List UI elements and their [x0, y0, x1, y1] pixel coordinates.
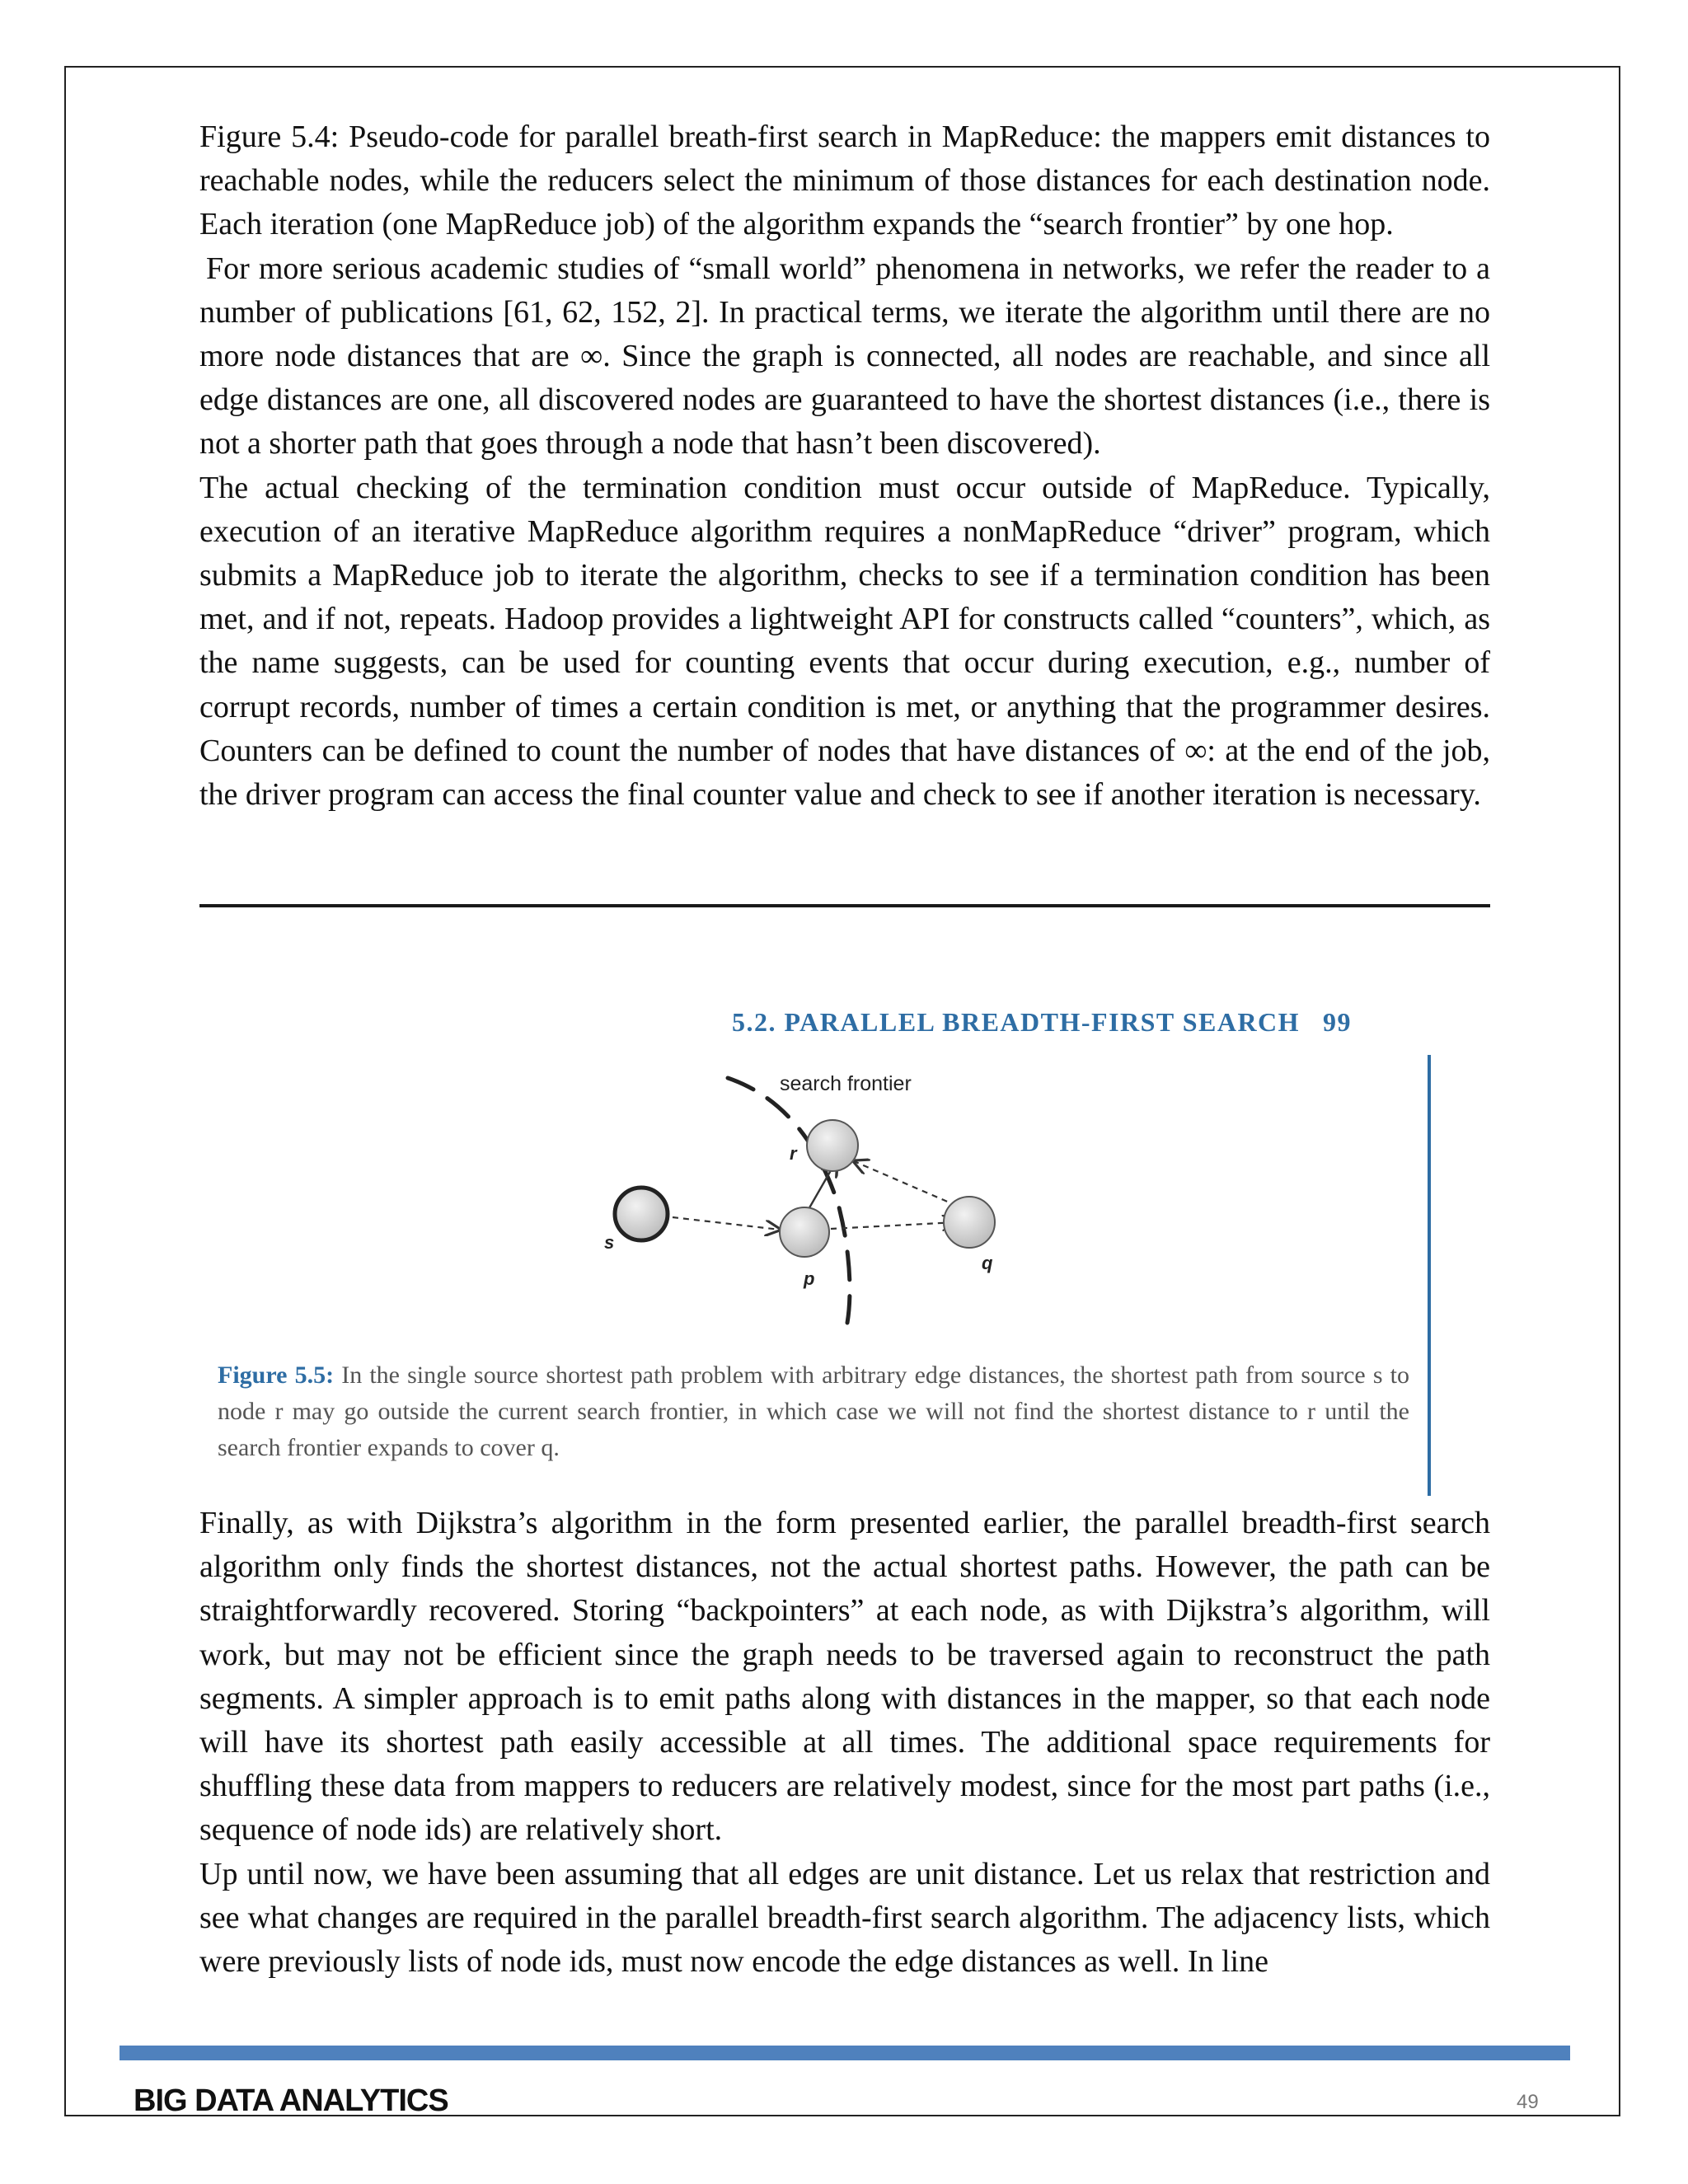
node-s	[615, 1188, 668, 1240]
backpointers-paragraph: Finally, as with Dijkstra’s algorithm in the form presented earlier, the parallel breadth-first search algorithm only finds the shortest distances, not the actual shortest paths. However, the path can be straightforwardly recovered. Storing “backpointers” at each node, as with Dijkstra’s algorithm, will work, but may not be efficient since the graph needs to be traversed again to reconstruct the path segments. A simpler approach is to emit paths along with distances in the mapper, so that each node will have its shortest path easily accessible at all times. The additional space requirements for shuffling these data from mappers to reducers are relatively modest, since for the most part paths (i.e., sequence of node ids) are relatively short.	[199, 1506, 1490, 1848]
page-number: 49	[1517, 2091, 1539, 2113]
node-label-q: q	[982, 1253, 993, 1273]
edge-s-to-p	[673, 1217, 780, 1230]
graph-diagram	[204, 985, 1441, 1356]
node-r	[807, 1120, 858, 1171]
node-label-p: p	[804, 1268, 815, 1289]
figure-page-ref: 99	[1323, 1007, 1353, 1037]
edge-distance-paragraph: Up until now, we have been assuming that all edges are unit distance. Let us relax that restriction and see what changes are required in the parallel breadth-first search algorithm. The adjacency lists, which were previously lists of node ids, must now encode the edge distances as well. In line	[199, 1856, 1490, 1980]
node-label-r: r	[790, 1143, 797, 1164]
termination-condition-paragraph: The actual checking of the termination condition must occur outside of MapReduce. Typically, execution of an iterative MapReduce algorithm requires a nonMapReduce “driver” program, which submits a MapReduce job to iterate the algorithm, checks to see if a termination condition has been met, and if not, repeats. Hadoop provides a lightweight API for constructs called “counters”, which, as the name suggests, can be used for counting events that occur during execution, e.g., number of corrupt records, number of times a certain condition is met, or anything that the programmer desires. Counters can be defined to count the number of nodes that have distances of ∞: at the end of the job, the driver program can access the final counter value and check to see if another iteration is necessary.	[199, 470, 1490, 813]
node-p	[780, 1207, 829, 1257]
figure-section-title: 5.2. PARALLEL BREADTH-FIRST SEARCH	[732, 1007, 1301, 1037]
search-frontier-arc	[728, 1078, 850, 1323]
node-label-s: s	[604, 1232, 615, 1253]
body-text-bottom	[199, 1502, 1490, 1984]
frontier-label: search frontier	[780, 1072, 912, 1095]
node-q	[944, 1197, 995, 1248]
figure-5-4-caption-paragraph: Figure 5.4: Pseudo-code for parallel breath-first search in MapReduce: the mappers emit distances to reachable nodes, while the reducers select the minimum of those distances for each destination node. Each iteration (one MapReduce job) of the algorithm expands the “search frontier” by one hop.	[199, 120, 1490, 242]
figure-caption-label: Figure 5.5:	[218, 1361, 335, 1389]
figure-5-5	[204, 985, 1441, 1496]
edge-p-to-q	[831, 1222, 957, 1229]
footer-title: BIG DATA ANALYTICS	[134, 2083, 448, 2118]
figure-caption-text: In the single source shortest path problem with arbitrary edge distances, the shortest path from source s to node r may go outside the current search frontier, in which case we will not find the shortest distance to r until the search frontier expands to cover q.	[218, 1361, 1409, 1461]
section-divider	[199, 904, 1490, 907]
body-text-top	[199, 115, 1490, 817]
footer-bar	[120, 2046, 1570, 2060]
edge-q-to-r	[854, 1161, 957, 1206]
small-world-paragraph: For more serious academic studies of “small world” phenomena in networks, we refer the reader to a number of publications [61, 62, 152, 2]. In practical terms, we iterate the algorithm until there are no more node distances that are ∞. Since the graph is connected, all nodes are reachable, and since all edge distances are one, all discovered nodes are guaranteed to have the shortest distances (i.e., there is not a shorter path that goes through a node that hasn’t been discovered).	[199, 251, 1490, 462]
figure-caption	[218, 1357, 1409, 1466]
